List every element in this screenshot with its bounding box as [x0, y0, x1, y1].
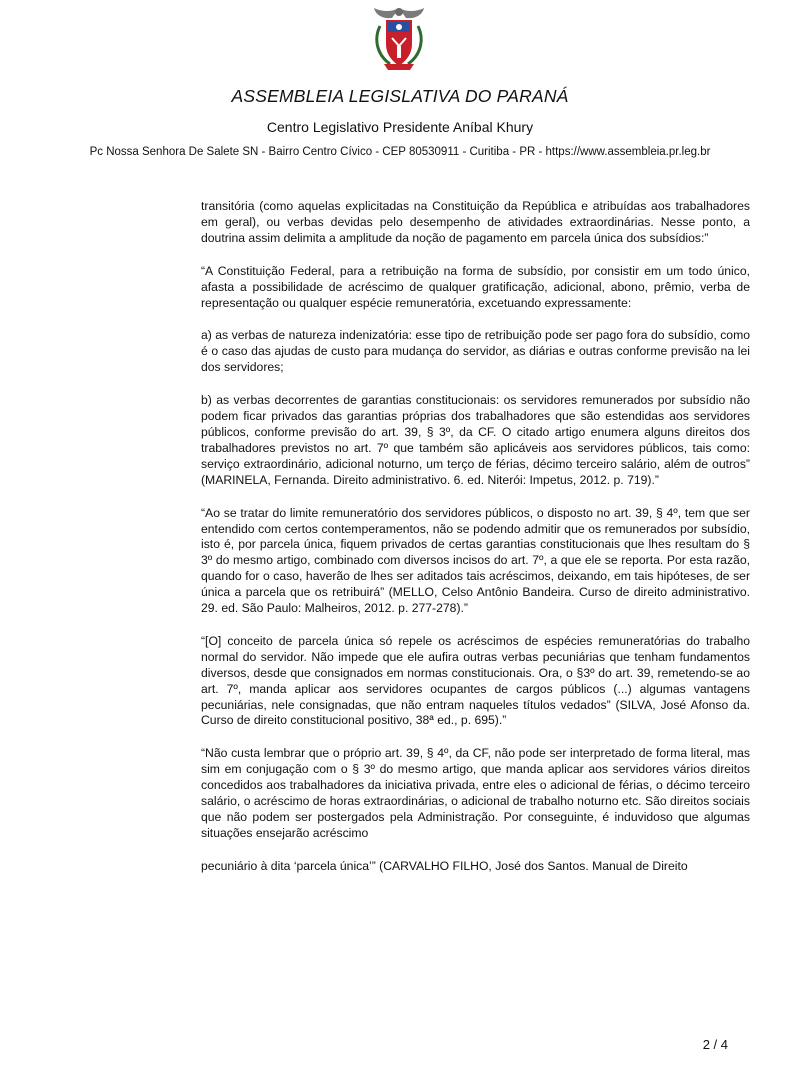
body-paragraph: transitória (como aquelas explicitadas na Constituição da República e atribuídas aos trabalhadores em geral), ou verbas devidas pelo desempenho de atividades extraordinárias. Nesse ponto, a doutrina assim delimita a amplitude da noção de pagamento em parcela única dos subsídios:”	[201, 199, 750, 245]
body-paragraph: b) as verbas decorrentes de garantias constitucionais: os servidores remunerados por subsídio não podem ficar privados das garantias próprias dos trabalhadores que são estendidas aos servidores públicos, conforme previsão do art. 39, § 3º, da CF. O citado artigo enumera alguns direitos dos trabalhadores previstos no art. 7º que também são aplicáveis aos servidores públicos, tais como: serviço extraordinário, adicional noturno, um terço de férias, décimo terceiro salário, além de outros” (MARINELA, Fernanda. Direito administrativo. 6. ed. Niterói: Impetus, 2012. p. 719).”	[201, 393, 750, 487]
institution-subtitle: Centro Legislativo Presidente Aníbal Khury	[266, 119, 534, 135]
body-paragraph: pecuniário à dita ‘parcela única’” (CARVALHO FILHO, José dos Santos. Manual de Direito	[201, 858, 688, 873]
body-paragraph: “A Constituição Federal, para a retribuição na forma de subsídio, por consistir em um todo único, afasta a possibilidade de acréscimo de qualquer gratificação, adicional, abono, prêmio, verba de representação ou qualquer espécie remuneratória, excetuando expressamente:	[201, 263, 750, 310]
body-paragraph: a) as verbas de natureza indenizatória: esse tipo de retribuição pode ser pago fora do subsídio, como é o caso das ajudas de custo para mudança do servidor, as diárias e outras conforme previsão na lei dos servidores;	[201, 328, 750, 375]
body-paragraph: “[O] conceito de parcela única só repele os acréscimos de espécies remuneratórias do trabalho normal do servidor. Não impede que ele aufira outras verbas pecuniárias que tenham fundamentos diversos, desde que consignados em normas constitucionais. Ora, o §3º do art. 39, remetendo-se ao art. 7º, manda aplicar aos servidores ocupantes de cargos públicos (...) algumas vantagens pecuniárias, nele consignadas, que não entram naqueles títulos vedados” (SILVA, José Afonso da. Curso de direito constitucional positivo, 38ª ed., p. 695).”	[201, 633, 750, 728]
document-body	[201, 199, 750, 892]
body-paragraph: “Não custa lembrar que o próprio art. 39, § 4º, da CF, não pode ser interpretado de forma literal, mas sim em conjugação com o § 3º do mesmo artigo, que manda aplicar aos servidores vários direitos concedidos aos trabalhadores da iniciativa privada, entre eles o adicional de férias, o décimo terceiro salário, o acréscimo de horas extraordinárias, o adicional de trabalho noturno etc. São direitos sociais que não podem ser postergados pela Administração. Por conseguinte, é induvidoso que algumas situações ensejarão acréscimo	[201, 746, 750, 840]
body-paragraph: “Ao se tratar do limite remuneratório dos servidores públicos, o disposto no art. 39, § 4º, tem que ser entendido com certos contemperamentos, não se podendo admitir que os remunerados por subsídio, isto é, por parcela única, fiquem privados de certas garantias constitucionais que lhes resultam do § 3º do mesmo artigo, combinado com diversos incisos do art. 7º, a que ele se reporta. Por esta razão, quando for o caso, haverão de lhes ser aditados tais acréscimos, deixando, em tais hipóteses, de ser única a parcela que os retribuirá” (MELLO, Celso Antônio Bandeira. Curso de direito administrativo. 29. ed. São Paulo: Malheiros, 2012. p. 277-278).”	[201, 505, 750, 616]
organization-title: ASSEMBLEIA LEGISLATIVA DO PARANÁ	[231, 86, 569, 106]
institution-address: Pc Nossa Senhora De Salete SN - Bairro Centro Cívico - CEP 80530911 - Curitiba - PR - https://www.assembleia.pr.leg.br	[89, 146, 711, 158]
page-number: 2 / 4	[702, 1037, 728, 1052]
parana-coat-of-arms-icon	[364, 4, 434, 74]
